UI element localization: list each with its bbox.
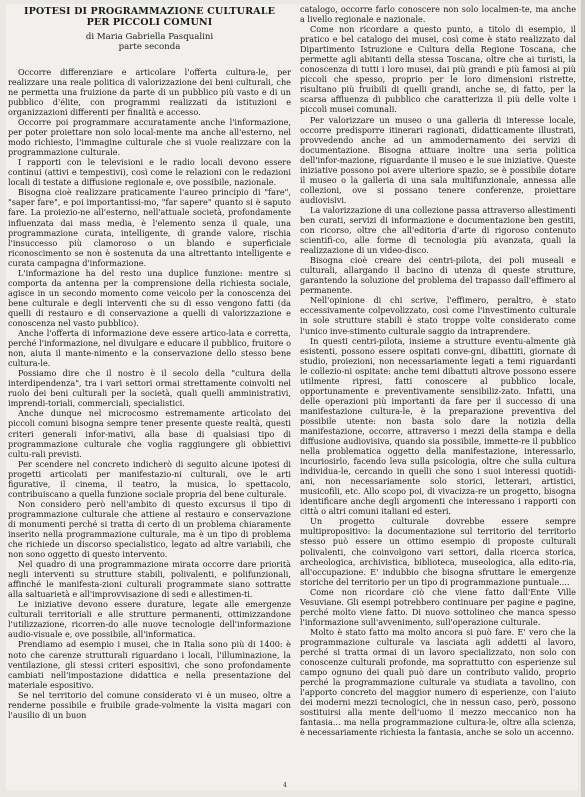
paragraph: Come non ricordare a questo punto, a titolo di esempio, il pratico e bel catalogo dei musei, così come è stato realizzato dal Dipartimento Istruzione e Cultura della Regione Toscana, che permette agli abitanti della stessa Toscana, oltre che ai turisti, la conoscenza di tutti i loro musei, dai più grandi e più famosi ai più piccoli che spesso, proprio per le loro dimensioni ristrette, risultano più fruibili di quelli grandi, anche se, di fatto, per la scarsa affluenza di pubblico che caratterizza il più delle volte i piccoli musei comunali. bbox=[300, 24, 576, 115]
paragraph: Prendiamo ad esempio i musei, che in Italia sono più di 1400: è noto che carenze strutturali riguardano i locali, l'illuminazione, la ventilazione, gli stessi criteri espositivi, che sono profondamente cambiati nell'impostazione didattica e nella presentazione del materiale espositivo. bbox=[8, 639, 291, 690]
part-label: parte seconda bbox=[118, 42, 181, 53]
paragraph: Nel quadro di una programmazione mirata occorre dare priorità negli interventi su strutture stabili, polivalenti, e polifunzionali, affinché le manifesta-zioni culturali programmate siano sottratte alla saltuarietà e all'improvvisazione di sedi e allestimen-ti. bbox=[8, 559, 291, 600]
document-page bbox=[6, 4, 578, 790]
paragraph: Se nel territorio del comune considerato vi è un museo, oltre a renderne possibile e fruibile grade-volmente la visita magari con l'ausilio di un buon bbox=[8, 689, 291, 720]
paragraph: Un progetto culturale dovrebbe essere sempre multipropositivo: la documentazione sul territorio del territorio stesso può essere un ottimo esempio di proposte culturali polivalenti, che coinvolgono vari settori, dalla ricerca storica, archeologica, archivistica, biblioteca, museologica, alla edito-ria, all'occupazione. E' indubbio che bisogna sfruttare le emergenze storiche del territorio per un tipo di programmazione puntuale.... bbox=[300, 516, 576, 587]
left-column bbox=[8, 4, 291, 720]
paragraph: Possiamo dire che il nostro è il secolo della "cultura della interdipendenza", tra i vari settori ormai strettamente coinvolti nel ruolo dei beni culturali per la società, quali quelli amministrativi, imprendi-toriali, commerciali, specialistici. bbox=[8, 368, 291, 409]
paragraph: Occorre poi programmare accuratamente anche l'informazione, per poter proiettare non solo local-mente ma anche all'esterno, nel modo richiesto, l'immagine culturale che si vuole realizzare con la programmazione culturale. bbox=[8, 117, 291, 158]
paragraph: Anche l'offerta di informazione deve essere artico-lata e corretta, perché l'informazione, nel divulgare e educare il pubblico, fruitore o non, aiuta il mante-nimento e la conservazione dello stesso bene cultura-le. bbox=[8, 328, 291, 369]
paragraph: Per valorizzare un museo o una galleria di interesse locale, occorre predisporre itinerari ragionati, didatticamente illustrati, provvedendo anche ad un ammodernamento dei servizi di documentazione. Bisogna attuare inoltre una seria politica dell'infor-mazione, riguardante il museo e le sue iniziative. Queste iniziative possono poi avere ulteriore spazio, se è possibile dotare il museo o la galleria di una sala multifunzionale, annessa alle collezioni, ove si possano tenere conferenze, proiettare audiovisivi. bbox=[300, 114, 576, 205]
paragraph: Molto è stato fatto ma molto ancora si può fare. E' vero che la programmazione culturale va lasciata agli addetti al lavoro, perché si tratta ormai di un lavoro specializzato, non solo con conoscenze culturali profonde, ma soprattutto con esperienze sul campo ognuno dei quali può dare un contributo valido, proprio perché la programmazione culturale va studiata a tavolino, con l'apporto concreto del maggior numero di esperienze, con l'aiuto dei moderni mezzi tecnologici, che in nessun caso, però, possono sostituirsi alla mente dell'uomo il mezzo meccanico non ha fantasia... ma nella programmazione cultura-le, oltre alla scienza, è necessariamente richiesta la fantasia, anche se solo un accenno. bbox=[300, 626, 576, 738]
paragraph: Come non ricordare ciò che viene fatto dall'Ente Ville Vesuviane. Gli esempi potrebbero continuare per pagine e pagine, perché molto viene fatto. Di nuovo sottolineo che manca spesso l'informazione sull'avvenimento, sull'operazione culturale. bbox=[300, 586, 576, 627]
paragraph: Anche dunque nel microcosmo estremamente articolato dei piccoli comuni bisogna sempre tener presente queste realtà, questi criteri generali infor-mativi, alla base di qualsiasi tipo di programmazione culturale che voglia raggiungere gli obbiettivi cultu-rali previsti. bbox=[8, 408, 291, 459]
paragraph: Per scendere nel concreto indicherò di seguito alcune ipotesi di progetti articolati per manifestazio-ni culturali, ove le arti figurative, il cinema, il teatro, la musica, lo spettacolo, contribuiscano a quella funzione sociale propria del bene culturale. bbox=[8, 458, 291, 499]
paragraph: In questi centri-pilota, insieme a strutture eventu-almente già esistenti, possono essere ospitati conve-gni, dibattiti, giornate di studio, proiezioni, non necessariamente legati a temi riguardanti le collezio-ni ospitate: anche temi dibattuti altrove possono essere utilmente ripresi, fatti conoscere al pubblico locale, opportunamente e preventivamente sensibiliz-zato. Infatti, una delle operazioni più importanti da fare per il successo di una manifestazione cultura-le, è la preparazione preventiva del possibile utente: non basta solo dare la notizia della manifestazione, occorre, attraverso i mezzi della stampa e della diffusione audiovisiva, quando sia possibile, immette-re il pubblico nella problematica oggetto della manifestazione, interessarlo, incuriosirlo, facendo leva sulla psicologia, oltre che sulla cultura individua-le, cercando in quelli che sono i suoi interessi quotidi-ani, non necessariamente solo storici, letterari, artistici, musicofili, etc. Allo scopo poi, di vivacizza-re un progetto, bisogna identificare anche degli argomenti che interessano i rapporti con città o altri comuni italiani ed esteri. bbox=[300, 335, 576, 517]
right-column bbox=[300, 4, 576, 737]
paragraph: Bisogna cioè creare dei centri-pilota, dei poli museali e culturali, allargando il bacino di utenza di queste strutture, garantendo la soluzione del problema del trapasso dall'effimero al permanente. bbox=[300, 255, 576, 296]
author: di Maria Gabriella Pasqualini bbox=[85, 32, 214, 42]
paragraph: Bisogna cioè realizzare praticamente l'aureo principio di "fare", "saper fare", e poi importantissi-mo, "far sapere" quanto si è saputo fare. La proiezio-ne all'esterno, nell'attuale società, profondamente influenzata dai mass media, è l'elemento senza il quale, una programmazione curata, intelligente, di grande valore, rischia l'insuccesso più clamoroso o un blando e superficiale riconoscimento se non è sostenuta da una altrettanto intelligente e curata campagna d'informazione. bbox=[8, 187, 291, 268]
page-number: 4 bbox=[283, 782, 287, 789]
title-line-1: IPOTESI DI PROGRAMMAZIONE CULTURALE bbox=[24, 6, 275, 17]
page-edge-shadow bbox=[581, 0, 585, 797]
paragraph: Le iniziative devono essere durature, legate alle emergenze culturali territoriali e alle strutture permanenti, ottimizzandone l'utilizzazione, ricorren-do alle nuove tecnologie dell'informazione audio-visuale e, ove possibile, all'informatica. bbox=[8, 599, 291, 640]
title-line-2: PER PICCOLI COMUNI bbox=[86, 17, 213, 28]
paragraph: La valorizzazione di una collezione passa attraverso allestimenti ben curati, servizi di informazione e documentazione ben gestiti, con ricorso, oltre che all'editoria d'arte di rigoroso contenuto scientifi-co, alle forme di tecnologia più avanzata, quali la realizzazione di un video-disco. bbox=[300, 204, 576, 256]
paragraph: Nell'opinione di chi scrive, l'effimero, peraltro, è stato eccessivamente colpevolizzato, così come l'investimento culturale in sole strutture stabili è stato troppe volte considerato come l'unico inve-stimento culturale saggio da intraprendere. bbox=[300, 295, 576, 336]
paragraph: I rapporti con le televisioni e le radio locali devono essere continui (attivi e tempestivi), così come le relazioni con le redazioni locali di testate a diffusione regionale e, ove possibile, nazionale. bbox=[8, 157, 291, 188]
paragraph: Non considero però nell'ambito di questo excursus il tipo di programmazione culturale che attiene al restauro e conservazione di monumenti perché si tratta di certo di un problema chiaramente inserito nella programmazione culturale, ma è un tipo di problema che richiede un discorso specialistico, legato ad altre variabili, che non sono oggetto di questo intervento. bbox=[8, 498, 291, 560]
paragraph: L'informazione ha del resto una duplice funzione: mentre si comporta da antenna per la comprensione della richiesta sociale, agisce in un secondo momento come veicolo per la conoscenza dei bene culturale e degli interventi che su di esso vengono fatti (da quelli di restauro e di conservazione a quelli di valorizzazione e conoscenza nel vasto pubblico). bbox=[8, 267, 291, 328]
paragraph: catalogo, occorre farlo conoscere non solo localmen-te, ma anche a livello regionale e nazionale. bbox=[300, 4, 576, 25]
paragraph: Occorre differenziare e articolare l'offerta cultura-le, per realizzare una reale politica di valorizzazione dei beni culturali, che ne permetta una fruizione da parte di un pubblico più vasto e di un pubblico d'élite, con programmi realizzati da istituzioni e organizzazioni differenti per finalità e accesso. bbox=[8, 66, 291, 117]
article-title bbox=[8, 6, 291, 28]
byline bbox=[8, 32, 291, 53]
